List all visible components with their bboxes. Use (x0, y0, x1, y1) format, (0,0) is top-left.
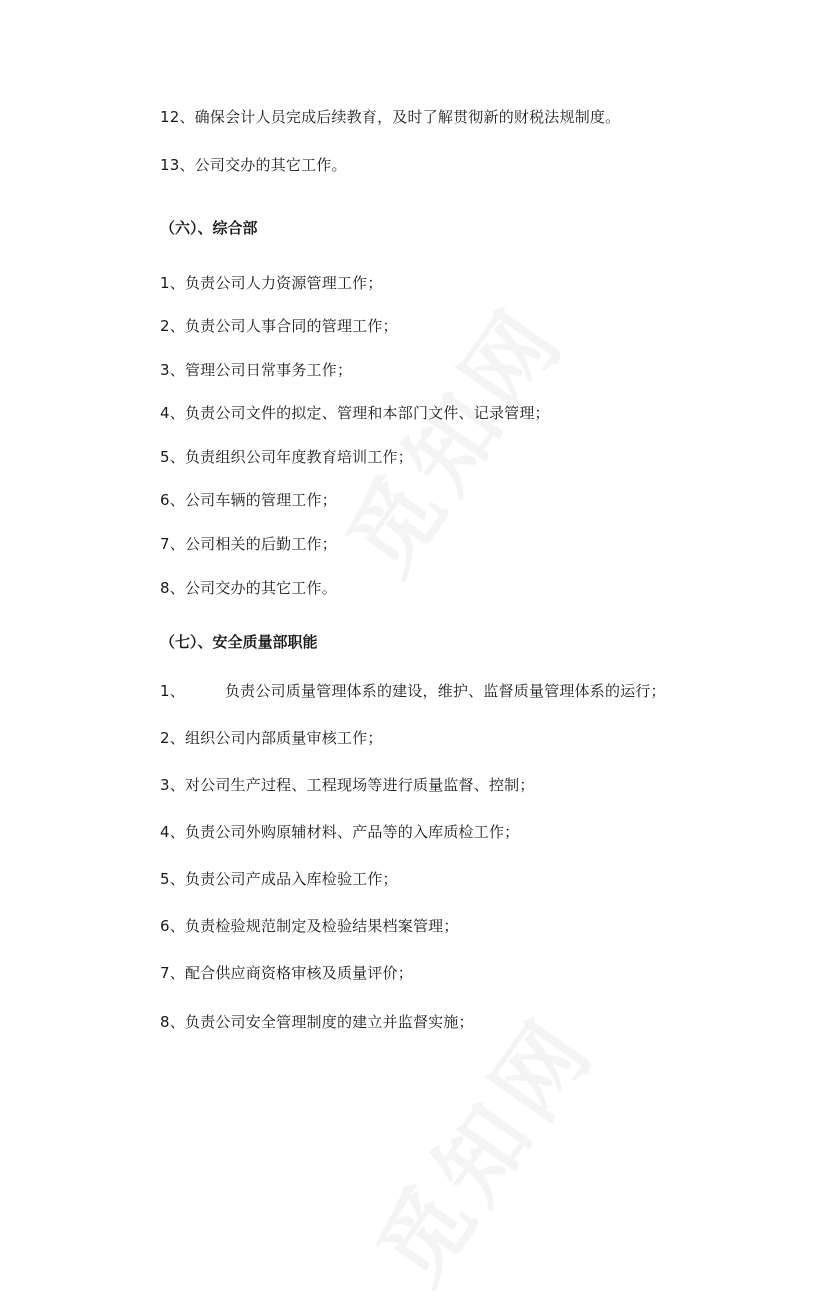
list-item: 6、公司车辆的管理工作； (160, 491, 337, 509)
list-item: 5、负责公司产成品入库检验工作； (160, 870, 398, 888)
list-item-number: 1、 (160, 682, 185, 700)
list-item: 5、负责组织公司年度教育培训工作； (160, 448, 413, 466)
list-item (160, 681, 666, 701)
list-item: 2、组织公司内部质量审核工作； (160, 729, 383, 747)
list-item: 4、负责公司文件的拟定、管理和本部门文件、记录管理； (160, 404, 550, 422)
list-item: 12、确保会计人员完成后续教育，及时了解贯彻新的财税法规制度。 (160, 108, 621, 126)
watermark (341, 985, 620, 1305)
list-item: 7、公司相关的后勤工作； (160, 535, 337, 553)
list-item-text: 负责公司质量管理体系的建设，维护、监督质量管理体系的运行； (224, 682, 666, 700)
list-item: 13、公司交办的其它工作。 (160, 156, 347, 174)
list-item: 8、公司交办的其它工作。 (160, 579, 337, 597)
list-item: 2、负责公司人事合同的管理工作； (160, 317, 398, 335)
list-item: 8、负责公司安全管理制度的建立并监督实施； (160, 1013, 474, 1031)
section-heading: （六）、综合部 (160, 219, 258, 237)
list-item: 6、负责检验规范制定及检验结果档案管理； (160, 917, 459, 935)
list-item: 7、配合供应商资格审核及质量评价； (160, 964, 413, 982)
list-item: 4、负责公司外购原辅材料、产品等的入库质检工作； (160, 823, 520, 841)
list-item: 3、对公司生产过程、工程现场等进行质量监督、控制； (160, 776, 535, 794)
list-item: 3、管理公司日常事务工作； (160, 361, 353, 379)
section-heading: （七）、安全质量部职能 (160, 633, 318, 651)
list-item: 1、负责公司人力资源管理工作； (160, 274, 383, 292)
